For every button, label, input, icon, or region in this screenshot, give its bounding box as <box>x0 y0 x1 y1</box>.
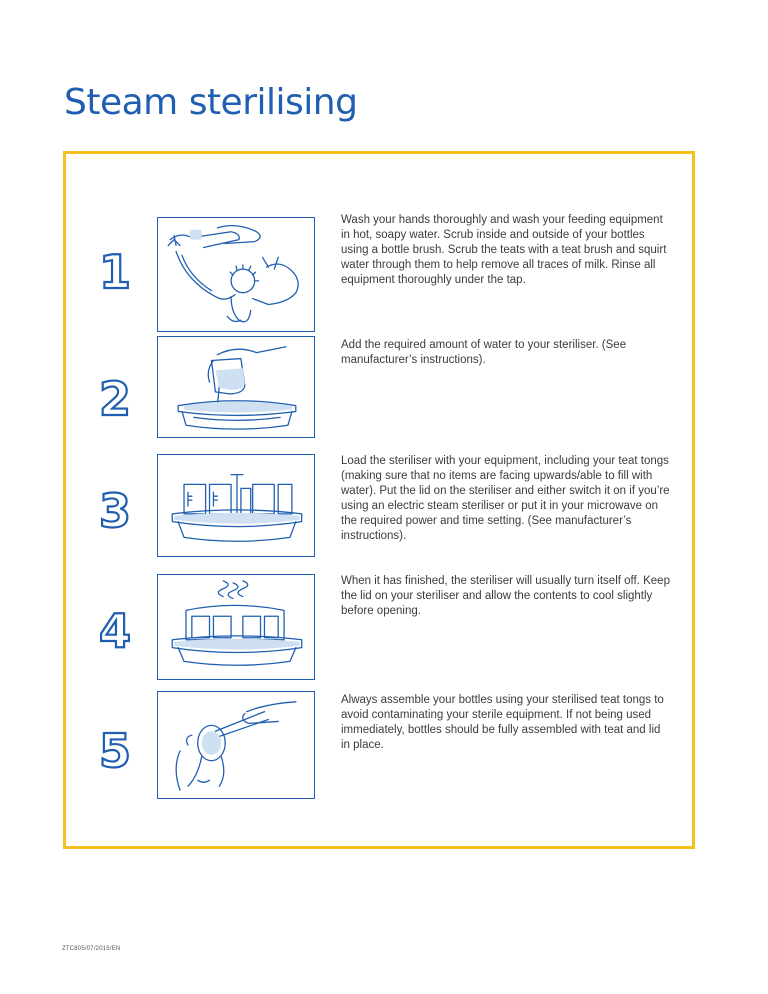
step-number-5 <box>90 724 140 774</box>
pouring-water-illustration-icon <box>157 336 315 438</box>
step-number-3 <box>90 484 140 534</box>
instructions-panel <box>63 151 695 849</box>
svg-text:4: 4 <box>98 604 132 654</box>
step-number-3-graphic <box>90 484 140 534</box>
page-title: Steam sterilising <box>64 82 358 123</box>
step-number-4 <box>90 604 140 654</box>
step-text-2: Add the required amount of water to your steriliser. (See manufacturer’s instructions). <box>341 339 627 366</box>
step-number-4-graphic <box>90 604 140 654</box>
washing-bottle-and-teat-illustration-icon <box>157 217 315 332</box>
step-text-5: Always assemble your bottles using your sterilised teat tongs to avoid contaminating your sterile equipment. If not being used immediately, bottles should be fully assembled with teat and lid in place. <box>341 694 664 751</box>
svg-text:2: 2 <box>98 372 132 422</box>
step-text-4: When it has finished, the steriliser will usually turn itself off. Keep the lid on your steriliser and allow the contents to cool slightly before opening. <box>341 575 670 617</box>
document-code: ZTC805/07/2015/EN <box>62 946 121 952</box>
step-text-1: Wash your hands thoroughly and wash your feeding equipment in hot, soapy water. Scrub inside and outside of your bottles using a bottle brush. Scrub the teats with a teat brush and squirt water through them to help remove all traces of milk. Rinse all equipment thoroughly under the tap. <box>341 214 667 286</box>
step-text-3: Load the steriliser with your equipment, including your teat tongs (making sure that no items are facing upwards/able to fill with water). Put the lid on the steriliser and either switch it on if you’re using an electric steam steriliser or put it in your microwave on the required power and time setting. (See manufacturer’s instructions). <box>341 455 670 542</box>
loaded-steriliser-illustration-icon <box>157 454 315 557</box>
step-number-2 <box>90 372 140 422</box>
step-number-5-graphic <box>90 724 140 774</box>
step-number-1 <box>90 245 140 295</box>
svg-text:5: 5 <box>98 724 132 774</box>
steaming-steriliser-illustration-icon <box>157 574 315 680</box>
step-number-1-graphic <box>90 245 140 295</box>
step-number-2-graphic <box>90 372 140 422</box>
svg-text:1: 1 <box>98 245 132 295</box>
svg-text:3: 3 <box>98 484 132 534</box>
assembling-bottle-with-tongs-illustration-icon <box>157 691 315 799</box>
